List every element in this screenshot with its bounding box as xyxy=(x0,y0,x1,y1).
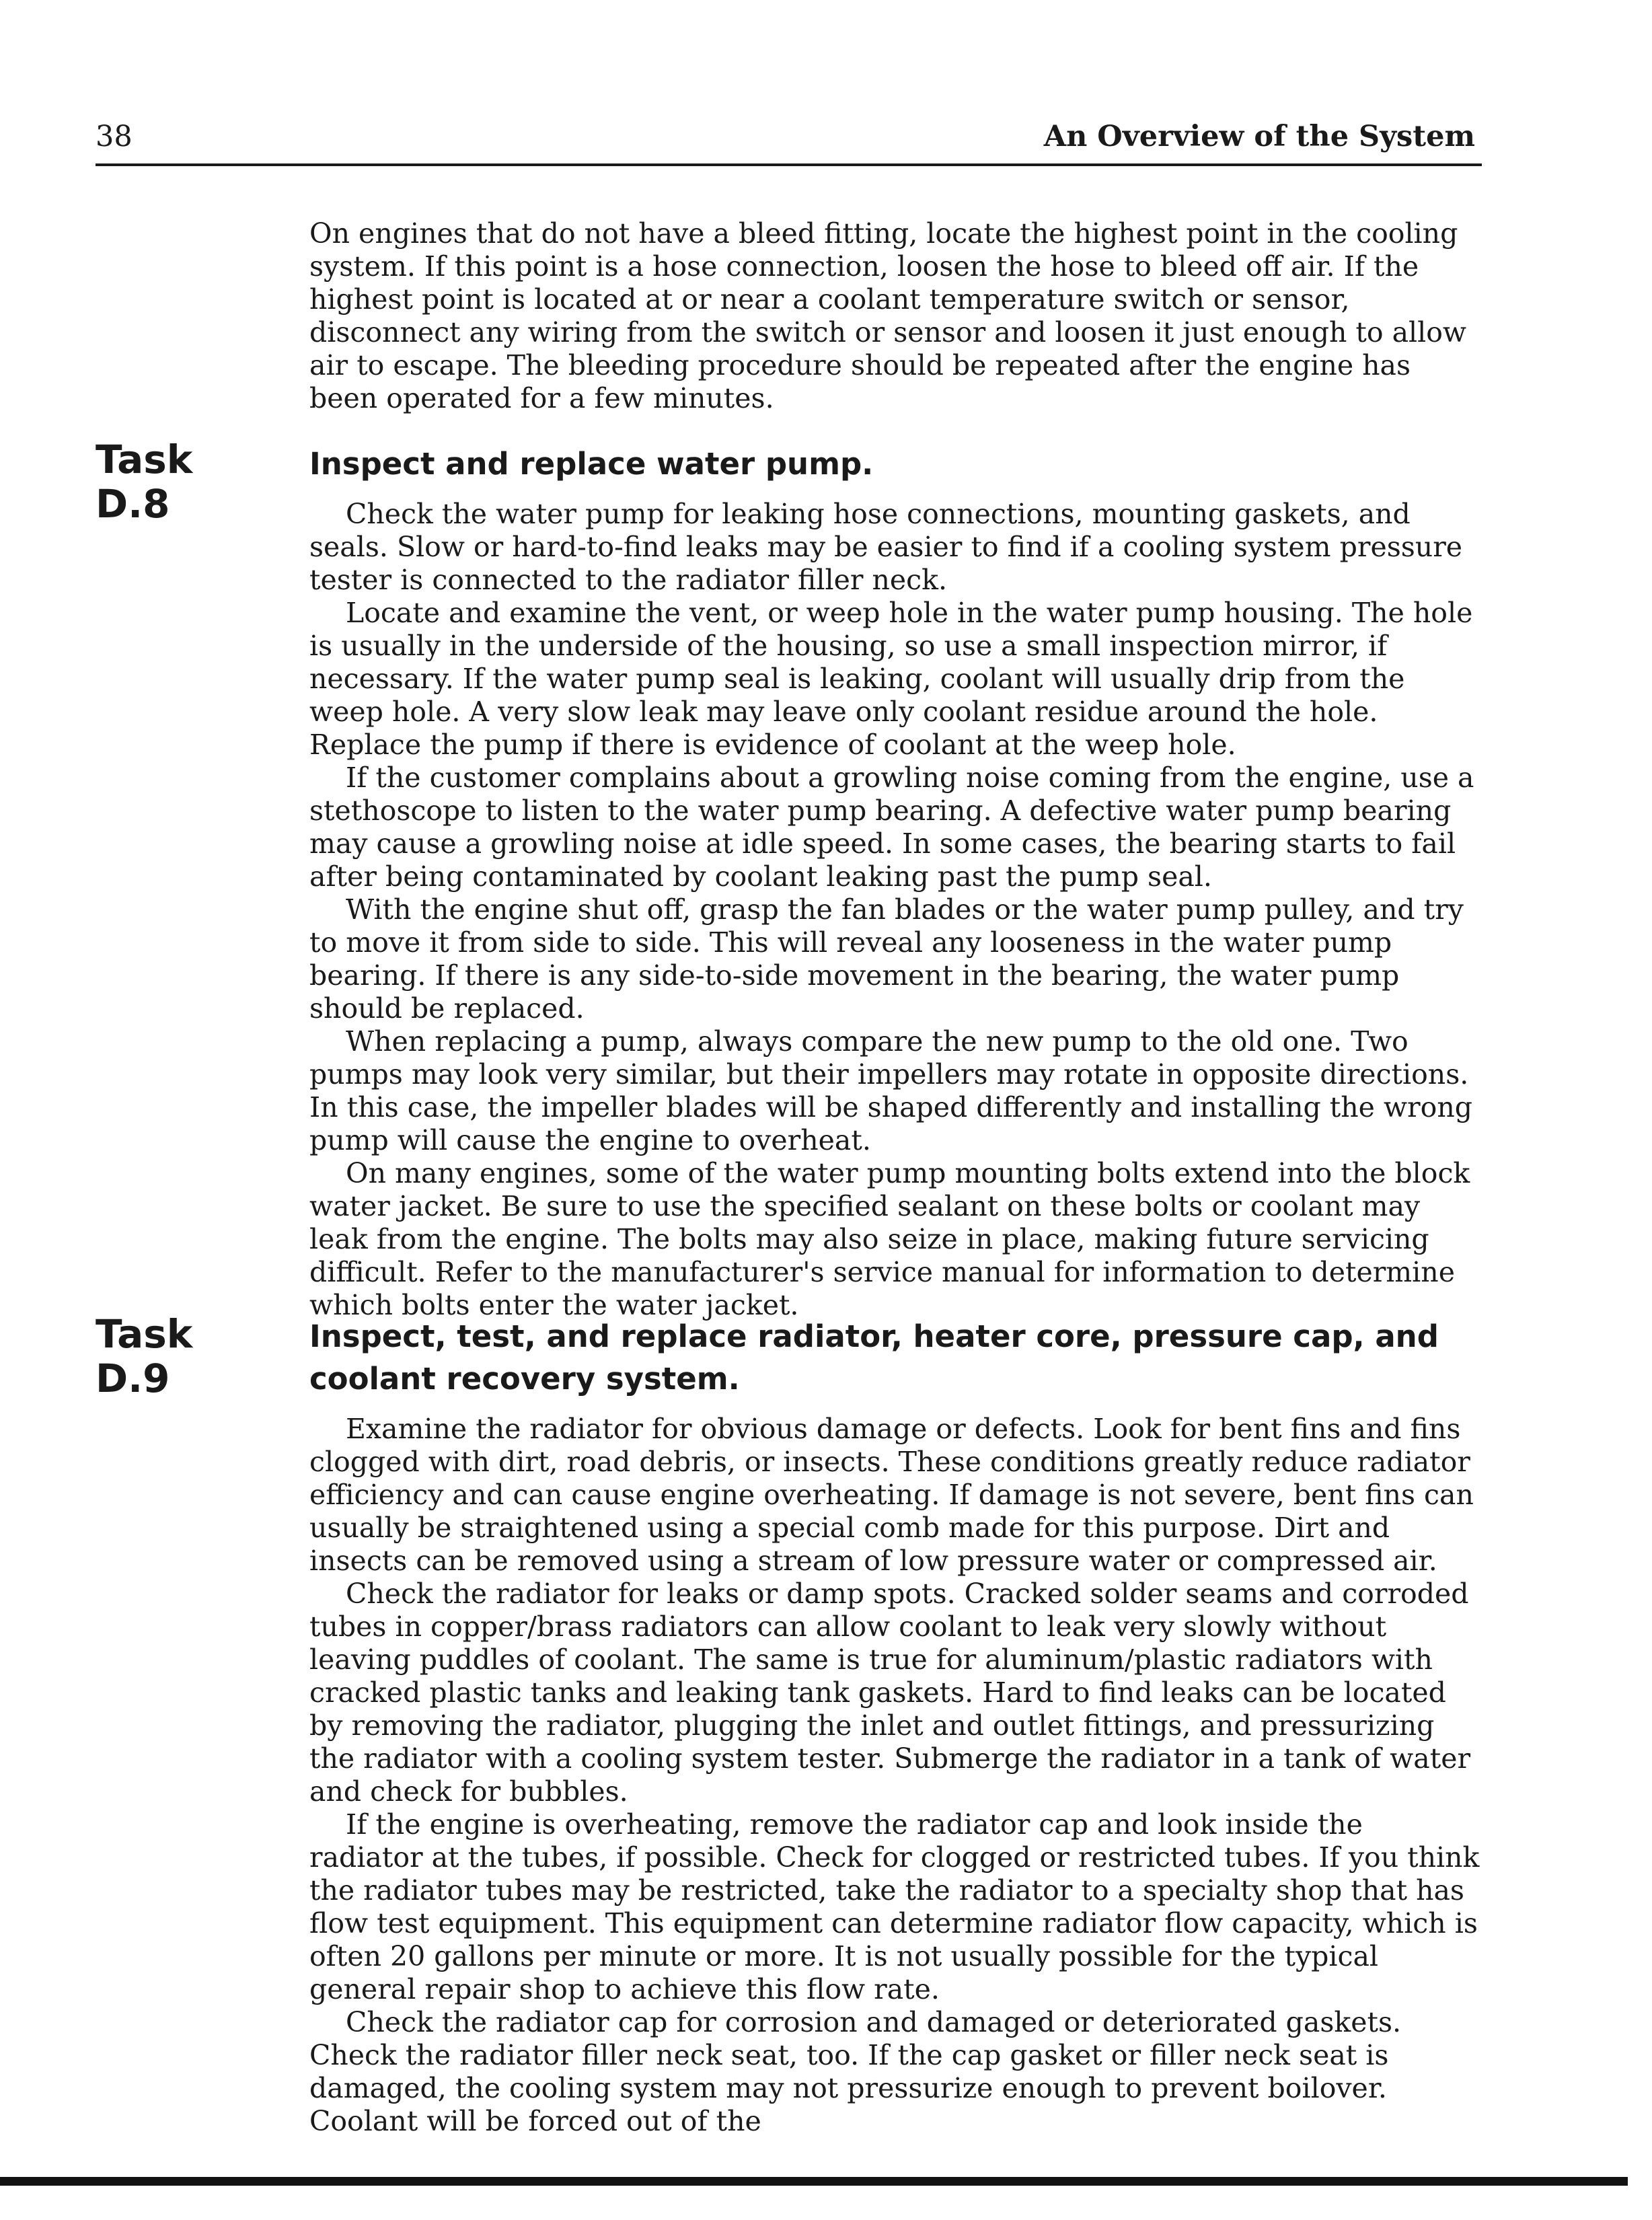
page-number: 38 xyxy=(96,120,133,153)
task-d9-label xyxy=(96,1312,297,1401)
task-d9-heading: Inspect, test, and replace radiator, heater core, pressure cap, and coolant recovery system. xyxy=(309,1319,1439,1397)
bottom-scan-bar xyxy=(0,2177,1628,2186)
task-d9-label-word: Task xyxy=(96,1311,193,1357)
task-d9-body xyxy=(309,1413,1482,2138)
task-d9-paragraph: If the engine is overheating, remove the radiator cap and look inside the radiator at the tubes, if possible. Check for clogged or restricted tubes. If you think the radiator tubes may be restricted, take the radiator to a specialty shop that has flow test equipment. This equipment can determine radiator flow capacity, which is often 20 gallons per minute or more. It is not usually possible for the typical general repair shop to achieve this flow rate. xyxy=(309,1808,1480,2005)
task-d9-paragraph: Check the radiator for leaks or damp spots. Cracked solder seams and corroded tubes in copper/brass radiators can allow coolant to leak very slowly without leaving puddles of coolant. The same is true for aluminum/plastic radiators with cracked plastic tanks and leaking tank gaskets. Hard to find leaks can be located by removing the radiator, plugging the inlet and outlet fittings, and pressurizing the radiator with a cooling system tester. Submerge the radiator in a tank of water and check for bubbles. xyxy=(309,1578,1471,1808)
task-d8-paragraph: Locate and examine the vent, or weep hole in the water pump housing. The hole is usually in the underside of the housing, so use a small inspection mirror, if necessary. If the water pump seal is leaking, coolant will usually drip from the weep hole. A very slow leak may leave only coolant residue around the hole. Replace the pump if there is evidence of coolant at the weep hole. xyxy=(309,597,1473,761)
intro-paragraph: On engines that do not have a bleed fitting, locate the highest point in the cooling system. If this point is a hose connection, loosen the hose to bleed off air. If the highest point is located at or near a coolant temperature switch or sensor, disconnect any wiring from the switch or sensor and loosen it just enough to allow air to escape. The bleeding procedure should be repeated after the engine has been operated for a few minutes. xyxy=(309,217,1467,414)
task-d8-paragraph: With the engine shut off, grasp the fan blades or the water pump pulley, and try to move it from side to side. This will reveal any looseness in the water pump bearing. If there is any side-to-side movement in the bearing, the water pump should be replaced. xyxy=(309,893,1464,1025)
task-d8-paragraph: On many engines, some of the water pump mounting bolts extend into the block water jacket. Be sure to use the specified sealant on these bolts or coolant may leak from the engine. The bolts may also seize in place, making future servicing difficult. Refer to the manufacturer's service manual for information to determine which bolts enter the water jacket. xyxy=(309,1157,1470,1321)
header-rule xyxy=(96,163,1482,166)
task-d8-paragraph: If the customer complains about a growling noise coming from the engine, use a stethoscope to listen to the water pump bearing. A defective water pump bearing may cause a growling noise at idle speed. In some cases, the bearing starts to fail after being contaminated by coolant leaking past the pump seal. xyxy=(309,762,1474,893)
task-d8-heading: Inspect and replace water pump. xyxy=(309,446,874,482)
task-d8-body xyxy=(309,498,1482,1322)
intro-block xyxy=(309,217,1482,415)
task-d8-paragraph: Check the water pump for leaking hose connections, mounting gaskets, and seals. Slow or hard-to-find leaks may be easier to find if a cooling system pressure tester is connected to the radiator filler neck. xyxy=(309,498,1463,596)
running-title: An Overview of the System xyxy=(1043,120,1475,153)
task-d8-paragraph: When replacing a pump, always compare the new pump to the old one. Two pumps may look very similar, but their impellers may rotate in opposite directions. In this case, the impeller blades will be shaped differently and installing the wrong pump will cause the engine to overheat. xyxy=(309,1025,1472,1156)
task-d8-label-word: Task xyxy=(96,437,193,482)
task-d8-label xyxy=(96,437,297,526)
task-d8-label-number: D.8 xyxy=(96,481,170,527)
task-d9-label-number: D.9 xyxy=(96,1356,170,1401)
task-d9-paragraph: Check the radiator cap for corrosion and damaged or deteriorated gaskets. Check the radiator filler neck seat, too. If the cap gasket or filler neck seat is damaged, the cooling system may not pressurize enough to prevent boilover. Coolant will be forced out of the xyxy=(309,2006,1402,2137)
task-d9-paragraph: Examine the radiator for obvious damage or defects. Look for bent fins and fins clogged with dirt, road debris, or insects. These conditions greatly reduce radiator efficiency and can cause engine overheating. If damage is not severe, bent fins can usually be straightened using a special comb made for this purpose. Dirt and insects can be removed using a stream of low pressure water or compressed air. xyxy=(309,1413,1474,1577)
